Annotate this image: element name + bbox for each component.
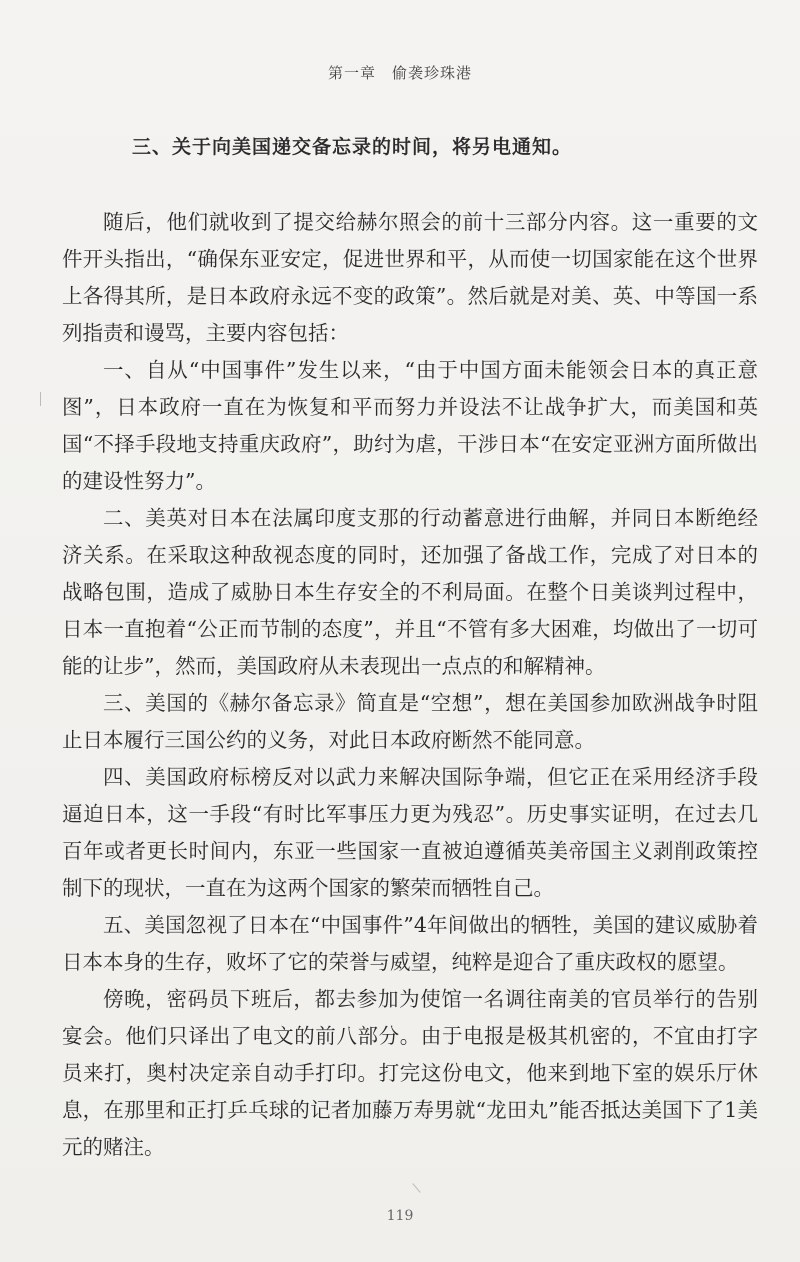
paragraph: 傍晚，密码员下班后，都去参加为使馆一名调往南美的官员举行的告别宴会。他们只译出了电文的前八部分。由于电报是极其机密的，不宜由打字员来打，奥村决定亲自动手打印。打完这份电文，他来到地下室的娱乐厅休息，在那里和正打乒乓球的记者加藤万寿男就“龙田丸”能否抵达美国下了1美元的赌注。 [62, 987, 758, 1159]
paragraph: 四、美国政府标榜反对以武力来解决国际争端，但它正在采用经济手段逼迫日本，这一手段“有时比军事压力更为残忍”。历史事实证明，在过去几百年或者更长时间内，东亚一些国家一直被迫遵循英美帝国主义剥削政策控制下的现状，一直在为这两个国家的繁荣而牺牲自己。 [62, 765, 758, 900]
running-head: 第一章 偷袭珍珠港 [327, 64, 472, 82]
page-number: 119 [386, 1208, 414, 1224]
section-heading: 三、关于向美国递交备忘录的时间，将另电通知。 [132, 136, 573, 158]
paragraph: 一、自从“中国事件”发生以来，“由于中国方面未能领会日本的真正意图”，日本政府一直在为恢复和平而努力并设法不让战争扩大，而美国和英国“不择手段地支持重庆政府”，助纣为虐，干涉日本“在安定亚洲方面所做出的建设性努力”。 [62, 358, 758, 493]
scan-mark [412, 1183, 420, 1193]
body-text [62, 204, 758, 1166]
scan-mark [40, 392, 41, 406]
paragraph: 二、美英对日本在法属印度支那的行动蓄意进行曲解，并同日本断绝经济关系。在采取这种敌视态度的同时，还加强了备战工作，完成了对日本的战略包围，造成了威胁日本生存安全的不利局面。在整个日美谈判过程中，日本一直抱着“公正而节制的态度”，并且“不管有多大困难，均做出了一切可能的让步”，然而，美国政府从未表现出一点点的和解精神。 [62, 506, 758, 678]
paragraph: 三、美国的《赫尔备忘录》简直是“空想”，想在美国参加欧洲战争时阻止日本履行三国公约的义务，对此日本政府断然不能同意。 [62, 691, 758, 752]
paragraph: 五、美国忽视了日本在“中国事件”4年间做出的牺牲，美国的建议威胁着日本本身的生存，败坏了它的荣誉与威望，纯粹是迎合了重庆政权的愿望。 [62, 913, 758, 974]
paragraph: 随后，他们就收到了提交给赫尔照会的前十三部分内容。这一重要的文件开头指出，“确保东亚安定，促进世界和平，从而使一切国家能在这个世界上各得其所，是日本政府永远不变的政策”。然后就是对美、英、中等国一系列指责和谩骂，主要内容包括： [62, 210, 758, 345]
